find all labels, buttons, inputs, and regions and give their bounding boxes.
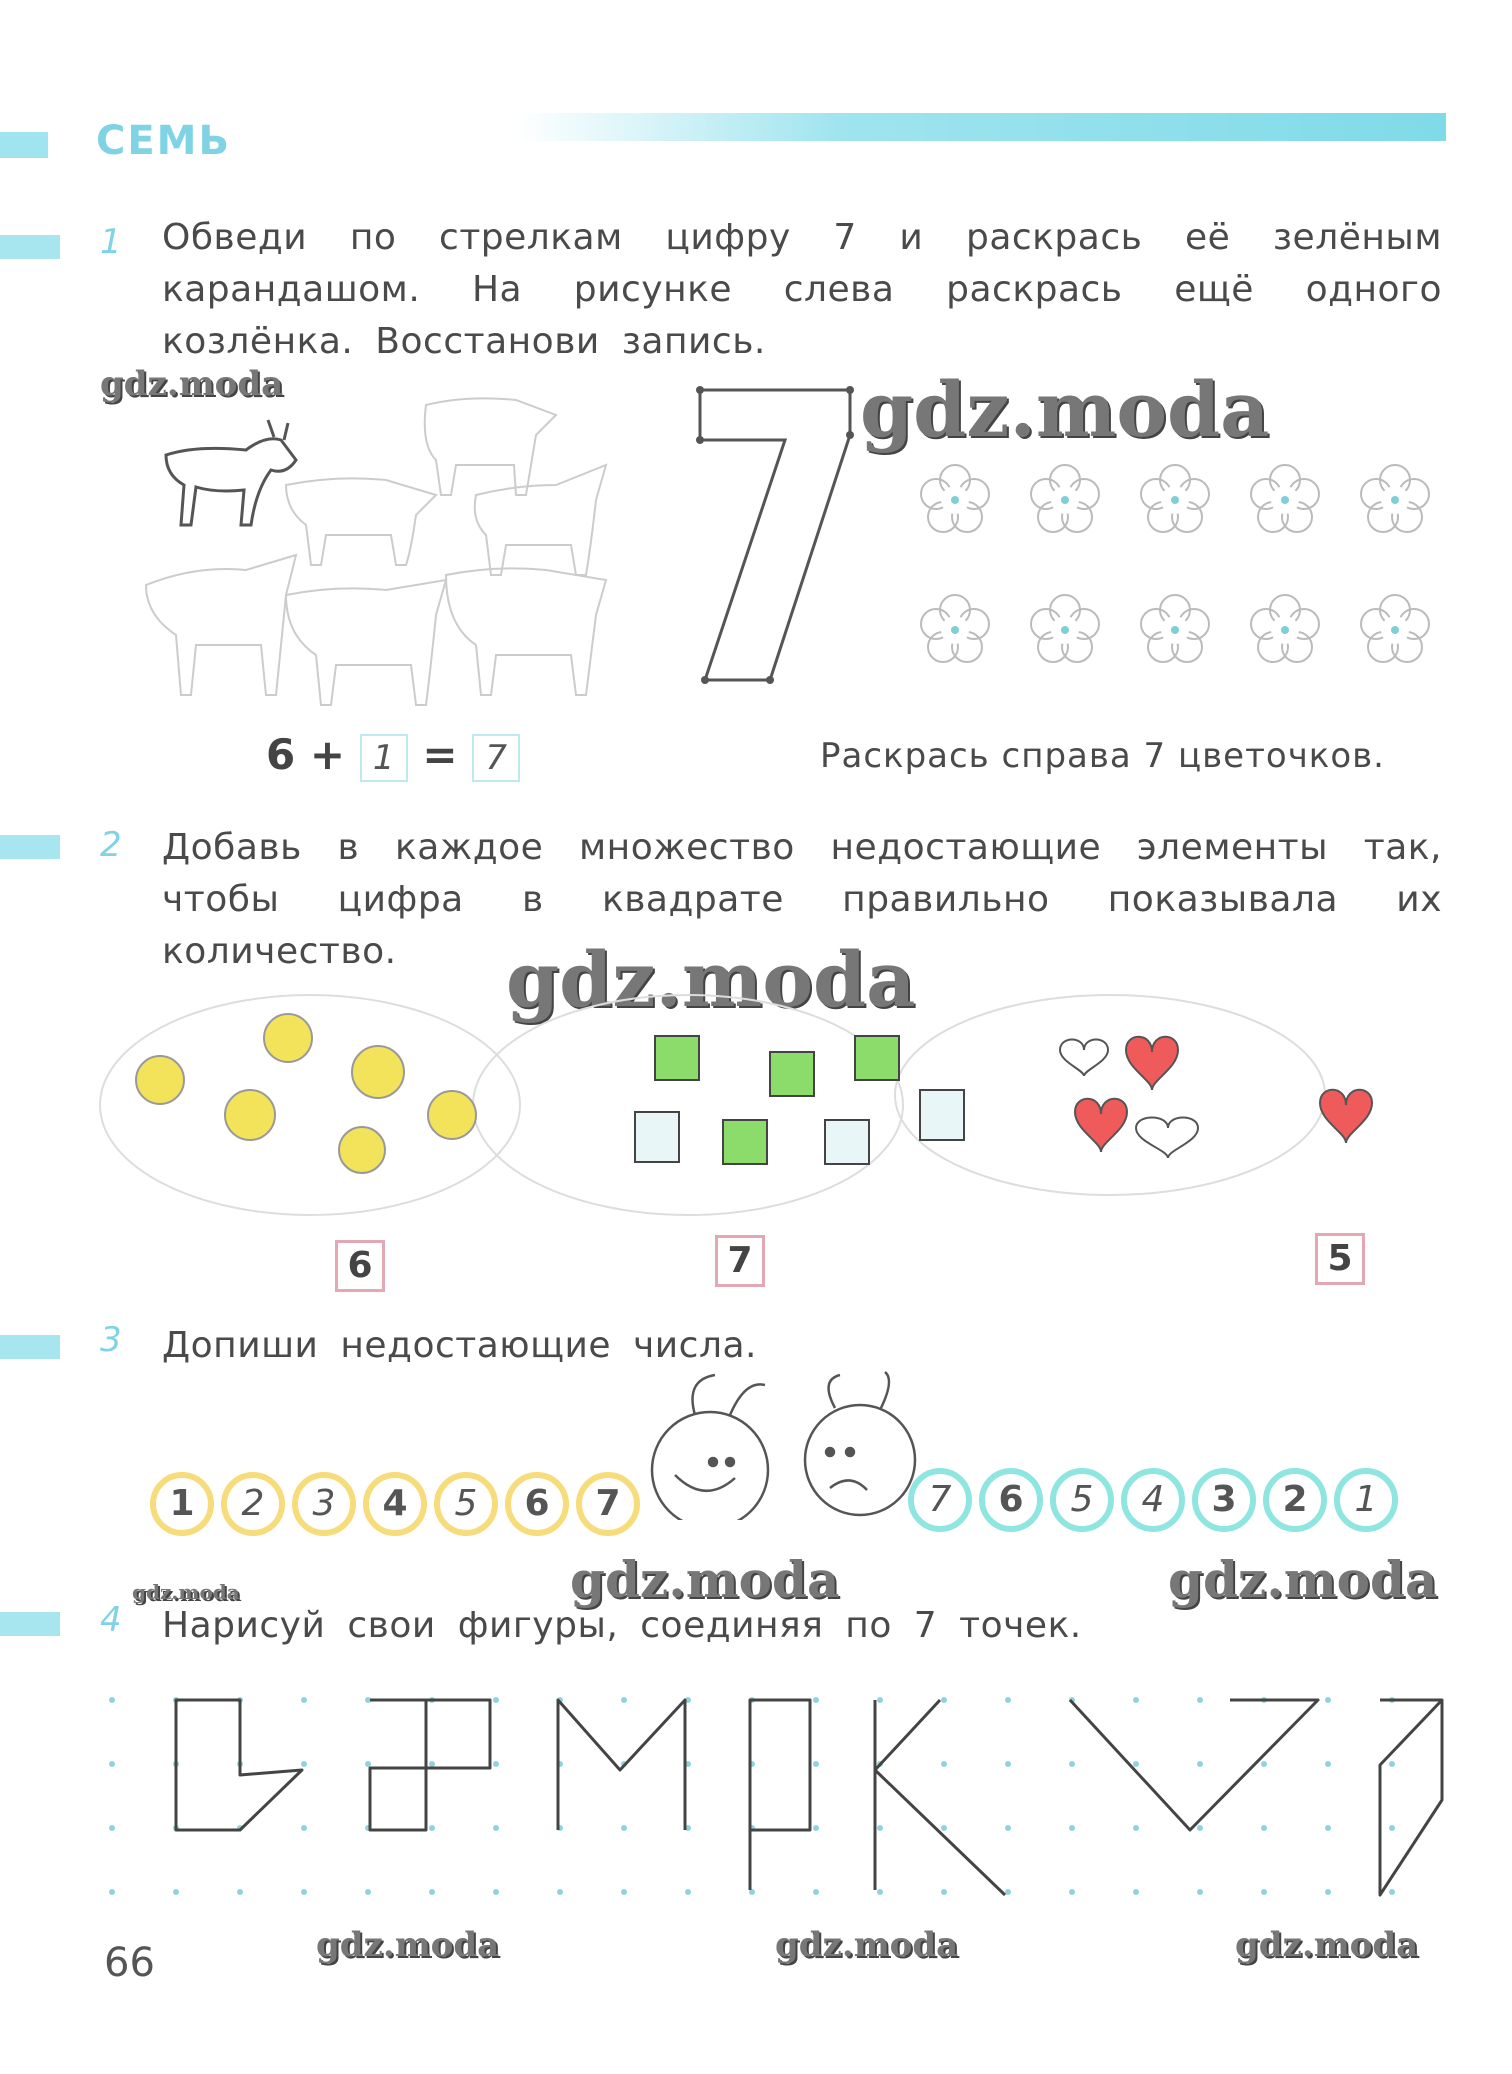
page-number: 66	[104, 1940, 155, 1986]
bead: 6	[979, 1468, 1043, 1532]
flower	[921, 595, 989, 662]
grid-dot	[173, 1889, 179, 1895]
red-heart	[1320, 1090, 1372, 1143]
eq-box-result[interactable]: 7	[472, 734, 520, 782]
yellow-circle	[352, 1046, 404, 1098]
grid-dot	[301, 1761, 307, 1767]
set-ellipse-2	[473, 995, 903, 1215]
red-heart	[1126, 1037, 1178, 1090]
page-title: СЕМЬ	[96, 118, 231, 164]
grid-dot	[1069, 1889, 1075, 1895]
caterpillar-faces	[645, 1370, 925, 1520]
grid-dot	[1389, 1761, 1395, 1767]
watermark: gdz.moda	[1235, 1925, 1419, 1965]
count-box-1: 6	[335, 1240, 385, 1292]
left-beads	[150, 1472, 640, 1536]
right-beads	[908, 1468, 1398, 1532]
bead: 1	[150, 1472, 214, 1536]
grid-dot	[941, 1825, 947, 1831]
watermark: gdz.moda	[100, 364, 284, 404]
flowers-caption: Раскрась справа 7 цветочков.	[820, 736, 1385, 776]
header-bar-left	[0, 132, 48, 158]
grid-dot	[429, 1761, 435, 1767]
grid-dot	[941, 1761, 947, 1767]
sad-face	[805, 1405, 915, 1515]
grid-dot	[941, 1889, 947, 1895]
count-box-3: 5	[1315, 1233, 1365, 1285]
flower	[1141, 595, 1209, 662]
grid-dot	[877, 1825, 883, 1831]
grid-dot	[1197, 1889, 1203, 1895]
task-number-4: 4	[100, 1600, 122, 1640]
grid-dot	[301, 1825, 307, 1831]
grid-dot	[1389, 1889, 1395, 1895]
bead[interactable]: 4	[1121, 1468, 1185, 1532]
flower	[921, 465, 989, 532]
flower	[1251, 595, 1319, 662]
grid-dot	[1005, 1889, 1011, 1895]
pale-heart	[1060, 1040, 1108, 1077]
pale-square	[635, 1112, 679, 1162]
header-bar-right	[516, 113, 1446, 141]
drawn-figure	[1070, 1700, 1318, 1830]
task-text-3: Допиши недостающие числа.	[162, 1325, 757, 1366]
pale-square	[920, 1090, 964, 1140]
watermark: gdz.moda	[860, 365, 1270, 454]
green-square	[855, 1036, 899, 1080]
grid-dot	[1197, 1825, 1203, 1831]
grid-dot	[1261, 1761, 1267, 1767]
grid-dot	[1133, 1761, 1139, 1767]
grid-dot	[941, 1697, 947, 1703]
bead[interactable]: 5	[434, 1472, 498, 1536]
flower	[1031, 465, 1099, 532]
bead: 3	[1192, 1468, 1256, 1532]
bead: 4	[363, 1472, 427, 1536]
pale-heart	[1136, 1118, 1198, 1159]
grid-dot	[557, 1889, 563, 1895]
grid-dot	[813, 1825, 819, 1831]
eq-equals: =	[422, 730, 458, 779]
green-square	[723, 1120, 767, 1164]
grid-dot	[621, 1825, 627, 1831]
grid-dot	[1005, 1825, 1011, 1831]
grid-dot	[877, 1889, 883, 1895]
grid-dot	[1325, 1889, 1331, 1895]
count-box-2: 7	[715, 1235, 765, 1287]
eq-plus: +	[309, 730, 346, 779]
drawn-figure	[875, 1700, 1005, 1895]
watermark: gdz.moda	[570, 1550, 840, 1609]
grid-dot	[1325, 1697, 1331, 1703]
yellow-circle	[339, 1127, 385, 1173]
grid-dot	[621, 1697, 627, 1703]
grid-dot	[877, 1697, 883, 1703]
grid-dot	[1133, 1889, 1139, 1895]
grid-dot	[365, 1889, 371, 1895]
grid-dot	[301, 1889, 307, 1895]
grid-dot	[813, 1889, 819, 1895]
task-tab-4	[0, 1612, 60, 1636]
task-text-1: Обведи по стрелкам цифру 7 и раскрась её зелёным карандашом. На рисунке слева раскрась ещё одного козлёнка. Восстанови запись.	[162, 217, 1442, 362]
grid-dot	[813, 1697, 819, 1703]
bead[interactable]: 5	[1050, 1468, 1114, 1532]
grid-dot	[1389, 1825, 1395, 1831]
grid-dot	[301, 1697, 307, 1703]
grid-dot	[1261, 1825, 1267, 1831]
flowers-group	[905, 455, 1445, 680]
green-square	[770, 1052, 814, 1096]
equation	[266, 730, 520, 782]
grid-dot	[621, 1889, 627, 1895]
grid-dot	[1133, 1825, 1139, 1831]
yellow-circle	[428, 1091, 476, 1139]
bead[interactable]: 2	[221, 1472, 285, 1536]
grid-dot	[1261, 1889, 1267, 1895]
grid-dot	[1325, 1761, 1331, 1767]
dot-grid-drawings	[90, 1680, 1460, 1920]
task-tab-1	[0, 235, 60, 259]
bead[interactable]: 3	[292, 1472, 356, 1536]
grid-dot	[685, 1889, 691, 1895]
task-tab-3	[0, 1335, 60, 1359]
yellow-circle	[264, 1014, 312, 1062]
task-text-4: Нарисуй свои фигуры, соединяя по 7 точек.	[162, 1605, 1082, 1646]
bead: 2	[1263, 1468, 1327, 1532]
grid-dot	[1325, 1825, 1331, 1831]
grid-dot	[493, 1697, 499, 1703]
eq-a: 6	[266, 730, 296, 779]
grid-dot	[493, 1825, 499, 1831]
flower	[1251, 465, 1319, 532]
goats-illustration	[136, 385, 616, 720]
red-heart	[1075, 1099, 1127, 1152]
watermark: gdz.moda	[775, 1925, 959, 1965]
grid-dot	[1133, 1697, 1139, 1703]
watermark: gdz.moda	[506, 935, 916, 1024]
flower	[1361, 595, 1429, 662]
grid-dot	[365, 1761, 371, 1767]
grid-dot	[1197, 1697, 1203, 1703]
grid-dot	[493, 1761, 499, 1767]
green-square	[655, 1036, 699, 1080]
watermark: gdz.moda	[316, 1925, 500, 1965]
task-tab-2	[0, 835, 60, 859]
task-number-3: 3	[100, 1320, 122, 1360]
bead: 6	[505, 1472, 569, 1536]
pale-square	[825, 1120, 869, 1164]
grid-dot	[429, 1825, 435, 1831]
grid-dot	[429, 1889, 435, 1895]
grid-dot	[1069, 1761, 1075, 1767]
drawn-figure	[176, 1700, 302, 1830]
flower	[1141, 465, 1209, 532]
drawn-figure	[750, 1700, 810, 1890]
digit-seven-outline	[690, 380, 860, 690]
grid-dot	[109, 1697, 115, 1703]
bead: 7	[576, 1472, 640, 1536]
grid-dot	[237, 1889, 243, 1895]
grid-dot	[109, 1889, 115, 1895]
task-number-1: 1	[100, 222, 122, 262]
grid-dot	[813, 1761, 819, 1767]
grid-dot	[109, 1825, 115, 1831]
grid-dot	[1197, 1761, 1203, 1767]
grid-dot	[1005, 1761, 1011, 1767]
goat-figure	[166, 420, 296, 525]
bead[interactable]: 7	[908, 1468, 972, 1532]
yellow-circle	[136, 1056, 184, 1104]
yellow-circle	[225, 1090, 275, 1140]
grid-dot	[1069, 1825, 1075, 1831]
watermark: gdz.moda	[132, 1580, 240, 1604]
grid-dot	[1005, 1697, 1011, 1703]
grid-dot	[493, 1889, 499, 1895]
eq-box-b[interactable]: 1	[360, 734, 408, 782]
task-number-2: 2	[100, 825, 122, 865]
flower	[1361, 465, 1429, 532]
grid-dot	[109, 1761, 115, 1767]
task-text-2: Добавь в каждое множество недостающие элементы так, чтобы цифра в квадрате правильно показывала их количество.	[162, 827, 1442, 972]
drawn-figure	[1380, 1700, 1442, 1895]
sets-illustration	[90, 990, 1460, 1320]
watermark: gdz.moda	[1168, 1550, 1438, 1609]
flower	[1031, 595, 1099, 662]
bead[interactable]: 1	[1334, 1468, 1398, 1532]
